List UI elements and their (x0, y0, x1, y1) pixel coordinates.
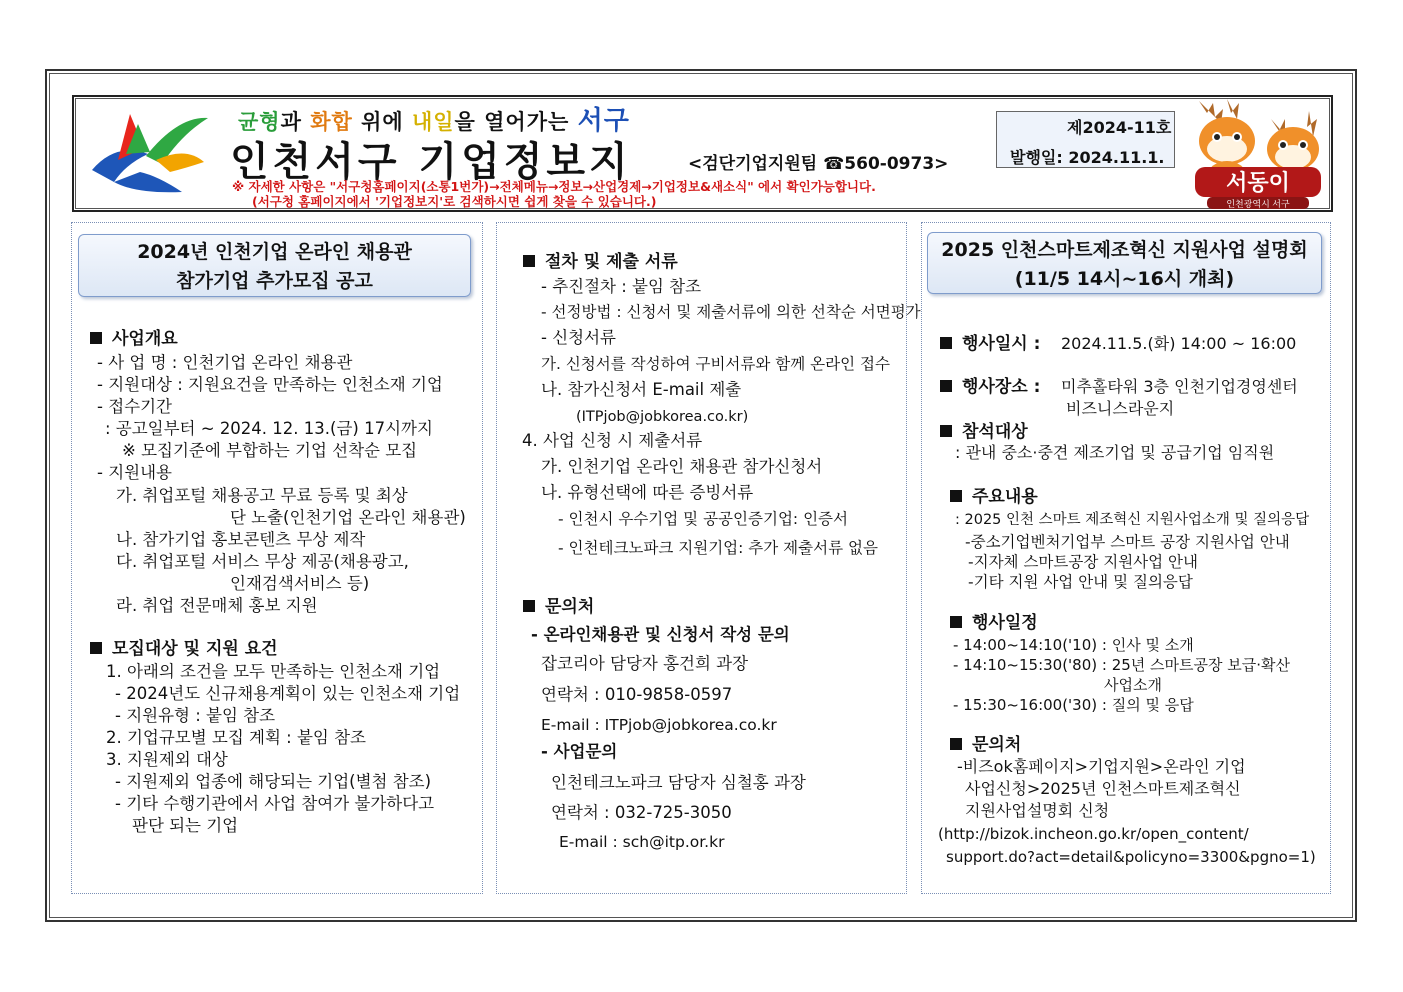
seminar-banner (927, 232, 1322, 294)
text-line: 4. 사업 신청 시 제출서류 (522, 431, 703, 450)
banner-line: (11/5 14시~16시 개최) (1014, 268, 1235, 290)
department-contact: <검단기업지원팀 ☎560-0973> (688, 154, 949, 174)
text-line: - 신청서류 (541, 328, 616, 347)
text-line: 미추홀타워 3층 인천기업경영센터 (1061, 377, 1298, 396)
text-line: - 인천테크노파크 지원기업: 추가 제출서류 없음 (558, 539, 878, 557)
section-heading: 사업개요 (90, 328, 178, 350)
slogan-part: 위에 (352, 110, 412, 134)
text-line: -지자체 스마트공장 지원사업 안내 (968, 553, 1198, 571)
text-line: - 선정방법 : 신청서 및 제출서류에 의한 선착순 서면평가 (541, 303, 921, 321)
text-line: - 지원내용 (97, 463, 172, 482)
text-line: : 2025 인천 스마트 제조혁신 지원사업소개 및 질의응답 (955, 512, 1310, 528)
text-line: 가. 인천기업 온라인 채용관 참가신청서 (541, 457, 823, 476)
text-line: - 15:30~16:00('30) : 질의 및 응답 (953, 696, 1194, 714)
section-heading: 모집대상 및 지원 요건 (90, 638, 278, 660)
text-line: - 2024년도 신규채용계획이 있는 인천소재 기업 (115, 684, 461, 703)
mascot-name: 서동이 (1226, 170, 1290, 195)
recruitment-banner (78, 234, 471, 297)
text-line: 나. 참가신청서 E-mail 제출 (541, 380, 742, 399)
text-line: 인천테크노파크 담당자 심철홍 과장 (551, 773, 806, 792)
text-line: : 공고일부터 ~ 2024. 12. 13.(금) 17시까지 (105, 419, 433, 438)
text-line: E-mail : ITPjob@jobkorea.co.kr (541, 716, 777, 734)
text-line: -중소기업벤처기업부 스마트 공장 지원사업 안내 (965, 533, 1290, 551)
slogan-part: 내일 (411, 110, 455, 134)
text-line: - 지원대상 : 지원요건을 만족하는 인천소재 기업 (97, 375, 443, 394)
text-line: 잡코리아 담당자 홍건희 과장 (541, 654, 749, 673)
text-line: - 접수기간 (97, 397, 172, 416)
text-line: 사업소개 (1104, 676, 1162, 694)
text-line: - 14:00~14:10('10) : 인사 및 소개 (953, 636, 1194, 654)
text-line: E-mail : sch@itp.or.kr (559, 833, 725, 851)
text-line: - 기타 수행기관에서 사업 참여가 불가하다고 (115, 794, 435, 813)
text-line: : 관내 중소·중견 제조기업 및 공급기업 임직원 (955, 443, 1275, 462)
slogan-part: 화합 (310, 110, 353, 134)
subheading: - 사업문의 (541, 742, 618, 761)
section-heading: 절차 및 제출 서류 (523, 251, 678, 273)
text-line: 단 노출(인천기업 온라인 채용관) (230, 508, 466, 527)
text-line: - 지원제외 업종에 해당되는 기업(별첨 참조) (115, 772, 432, 791)
header-note-line1: ※ 자세한 사항은 "서구청홈페이지(소통1번가)→전체메뉴→정보→산업경제→기업정보&새소식" 에서 확인가능합니다. (232, 179, 876, 194)
text-line: 판단 되는 기업 (132, 816, 239, 835)
section-heading: 문의처 (523, 596, 594, 618)
text-line: 연락처 : 032-725-3050 (551, 803, 732, 822)
seogu-logo-icon (86, 108, 211, 200)
text-line: - 인천시 우수기업 및 공공인증기업: 인증서 (558, 510, 848, 528)
text-line: (ITPjob@jobkorea.co.kr) (576, 409, 749, 425)
text-line: - 14:10~15:30('80) : 25년 스마트공장 보급·확산 (953, 656, 1291, 674)
text-line: 나. 유형선택에 따른 증빙서류 (541, 483, 754, 502)
section-heading: 행사일시 : (940, 333, 1040, 355)
section-heading: 참석대상 (940, 421, 1028, 443)
url-line: support.do?act=detail&policyno=3300&pgno=1) (946, 848, 1316, 866)
header-note-line2: (서구청 홈페이지에서 '기업정보지'로 검색하시면 쉽게 찾을 수 있습니다.) (252, 194, 657, 209)
text-line: 인재검색서비스 등) (230, 574, 370, 593)
banner-line: 참가기업 추가모집 공고 (176, 270, 373, 292)
section-heading: 문의처 (950, 734, 1021, 756)
text-line: 2024.11.5.(화) 14:00 ~ 16:00 (1061, 334, 1297, 353)
banner-line: 2024년 인천기업 온라인 채용관 (137, 241, 412, 263)
mascot-caption: 인천광역시 서구 (1226, 199, 1290, 209)
subheading: - 온라인채용관 및 신청서 작성 문의 (531, 625, 790, 644)
banner-line: 2025 인천스마트제조혁신 지원사업 설명회 (941, 239, 1308, 261)
text-line: - 사 업 명 : 인천기업 온라인 채용관 (97, 353, 353, 372)
text-line: 3. 지원제외 대상 (106, 750, 228, 769)
section-heading: 행사장소 : (940, 376, 1040, 398)
slogan-part: 서구 (577, 106, 630, 136)
text-line: 나. 참가기업 홍보콘텐츠 무상 제작 (116, 530, 366, 549)
text-line: 가. 신청서를 작성하여 구비서류와 함께 온라인 접수 (541, 355, 890, 373)
text-line: - 추진절차 : 붙임 참조 (541, 277, 702, 296)
issue-number: 제2024-11호 (1067, 118, 1172, 137)
text-line: -기타 지원 사업 안내 및 질의응답 (968, 573, 1193, 591)
section-heading: 행사일정 (950, 612, 1038, 634)
text-line: 가. 취업포털 채용공고 무료 등록 및 최상 (116, 486, 408, 505)
text-line: 사업신청>2025년 인천스마트제조혁신 (965, 779, 1241, 798)
text-line: 라. 취업 전문매체 홍보 지원 (116, 596, 318, 615)
text-line: 비즈니스라운지 (1066, 399, 1175, 418)
text-line: 지원사업설명회 신청 (965, 801, 1110, 820)
slogan-part: 을 열어가는 (454, 110, 578, 134)
text-line: -비즈ok홈페이지>기업지원>온라인 기업 (957, 757, 1246, 776)
text-line: 연락처 : 010-9858-0597 (541, 685, 733, 704)
text-line: 2. 기업규모별 모집 계획 : 붙임 참조 (106, 728, 366, 747)
text-line: ※ 모집기준에 부합하는 기업 선착순 모집 (122, 441, 418, 460)
newsletter-title: 인천서구 기업정보지 (230, 139, 632, 185)
text-line: - 지원유형 : 붙임 참조 (115, 706, 276, 725)
slogan-part: 과 (280, 110, 311, 134)
text-line: 1. 아래의 조건을 모두 만족하는 인천소재 기업 (106, 662, 441, 681)
mascot-seodongi-icon (1187, 97, 1329, 210)
text-line: 다. 취업포털 서비스 무상 제공(채용광고, (116, 552, 409, 571)
issue-date: 발행일: 2024.11.1. (1010, 148, 1165, 167)
section-heading: 주요내용 (950, 486, 1038, 508)
slogan-part: 균형 (238, 110, 281, 134)
url-line: (http://bizok.incheon.go.kr/open_content/ (938, 825, 1249, 843)
